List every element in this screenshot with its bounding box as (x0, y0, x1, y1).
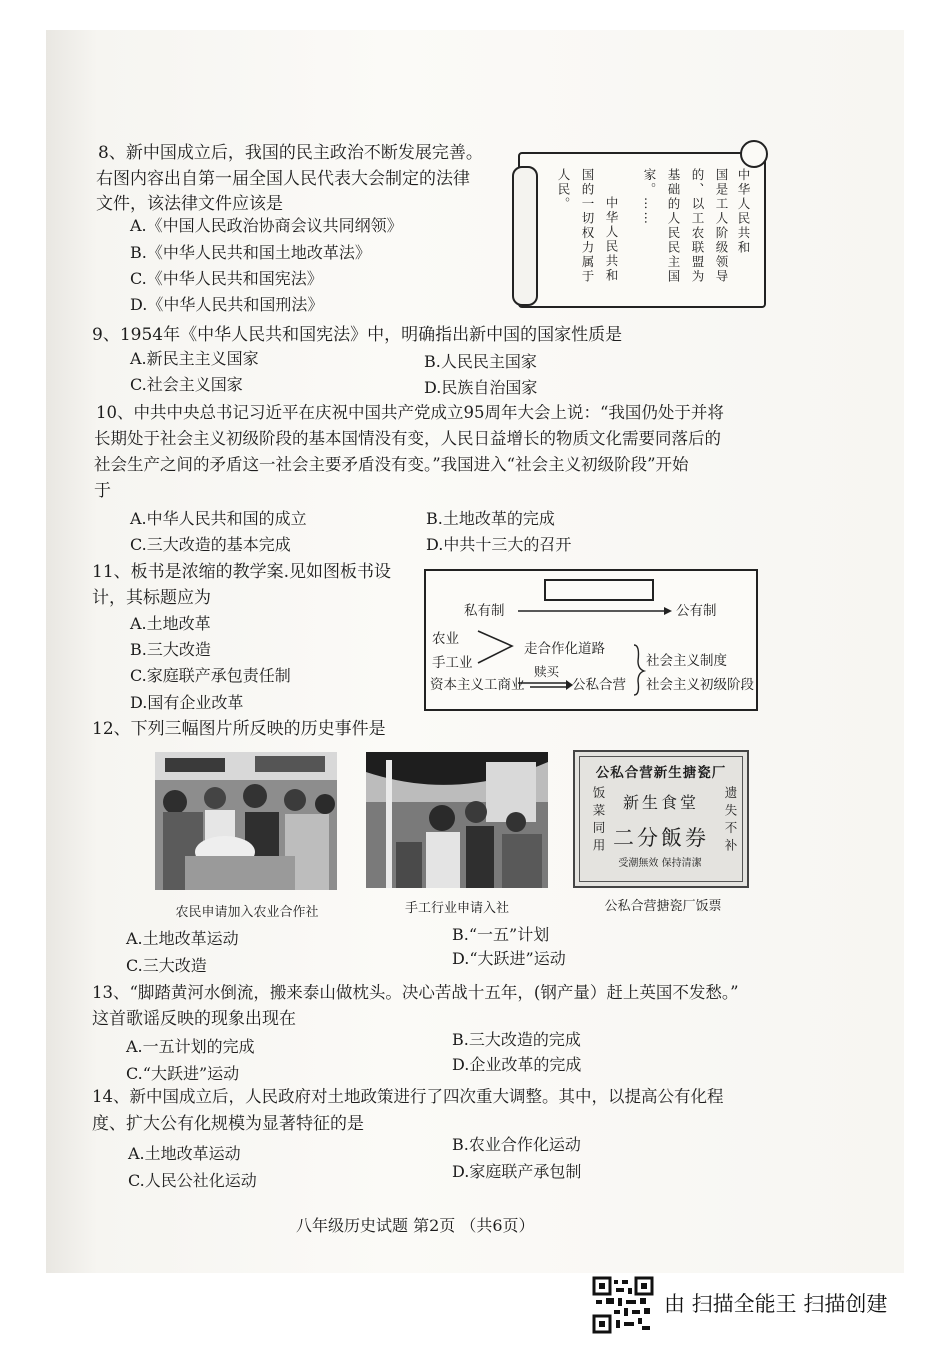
q8-option-b: B.《中华人民共和国土地改革法》 (130, 243, 371, 262)
q11-option-d: D.国有企业改革 (130, 693, 244, 712)
scanner-watermark-text: 由 扫描全能王 扫描创建 (664, 1292, 888, 1316)
board-private: 私有制 (464, 603, 505, 619)
caption-farmers: 农民申请加入农业合作社 (175, 905, 319, 920)
ticket-bottom-text: 受潮無效 保持清潔 (618, 858, 702, 869)
q14-line-1: 14、新中国成立后，人民政府对土地政策进行了四次重大调整。其中，以提高公有化程 (92, 1087, 724, 1106)
q8-line-2: 右图内容出自第一届全国人民代表大会制定的法律 (96, 169, 470, 189)
q11-line-2: 计，其标题应为 (92, 588, 211, 608)
q13-option-a: A.一五计划的完成 (126, 1037, 255, 1056)
q9-stem: 9、1954年《中华人民共和国宪法》中，明确指出新中国的国家性质是 (92, 325, 623, 345)
q13-line-2: 这首歌谣反映的现象出现在 (92, 1009, 296, 1029)
q8-option-d: D.《中华人民共和国刑法》 (130, 295, 324, 314)
q8-option-c: C.《中华人民共和国宪法》 (130, 269, 323, 288)
q10-line-4: 于 (94, 481, 111, 501)
scroll-col-1: 中华人民共和 (736, 168, 751, 255)
q10-line-1: 10、中共中央总书记习近平在庆祝中国共产党成立95周年大会上说：“我国仍处于并将 (96, 403, 724, 422)
q10-option-a: A.中华人民共和国的成立 (130, 509, 307, 528)
ticket-header: 公私合营新生搪瓷厂 (595, 765, 727, 781)
q10-line-2: 长期处于社会主义初级阶段的基本国情没有变，人民日益增长的物质文化需要同落后的 (94, 429, 721, 448)
caption-ticket: 公私合营搪瓷厂饭票 (604, 899, 722, 914)
board-capitalist: 资本主义工商业 (430, 677, 525, 693)
q13-option-b: B.三大改造的完成 (452, 1030, 581, 1049)
q8-line-1: 8、新中国成立后，我国的民主政治不断发展完善。 (98, 143, 483, 163)
q11-line-1: 11、板书是浓缩的教学案.见如图板书设 (92, 562, 392, 582)
scroll-col-6: 中华人民共和 (604, 196, 619, 283)
board-public: 公有制 (676, 603, 717, 619)
board-primary-stage: 社会主义初级阶段 (646, 677, 754, 693)
constitution-scroll-image (512, 138, 768, 306)
q10-option-d: D.中共十三大的召开 (426, 535, 572, 554)
q11-option-c: C.家庭联产承包责任制 (130, 666, 291, 685)
q8-option-a: A.《中国人民政治协商会议共同纲领》 (130, 216, 403, 235)
board-agriculture: 农业 (432, 631, 459, 647)
board-redeem: 赎买 (534, 664, 560, 679)
qr-code-icon (592, 1276, 654, 1334)
q14-option-a: A.土地改革运动 (128, 1144, 241, 1163)
ticket-value: 二分飯券 (613, 826, 709, 850)
q13-option-c: C.“大跃进”运动 (126, 1064, 240, 1083)
scroll-col-7: 国的一切权力属于 (580, 168, 595, 284)
scroll-col-8: 人民。 (556, 168, 571, 212)
board-handicraft: 手工业 (432, 655, 473, 671)
q13-line-1: 13、“脚踏黄河水倒流，搬来泰山做枕头。决心苦战十五年，(钢产量）赶上英国不发愁。” (92, 983, 739, 1002)
scroll-col-3: 的、以工农联盟为 (690, 168, 705, 284)
board-joint: 公私合营 (572, 677, 626, 693)
q11-option-b: B.三大改造 (130, 640, 211, 659)
q12-stem: 12、下列三幅图片所反映的历史事件是 (92, 719, 386, 739)
q11-option-a: A.土地改革 (130, 614, 211, 633)
q10-option-c: C.三大改造的基本完成 (130, 535, 291, 554)
q9-option-c: C.社会主义国家 (130, 375, 243, 394)
q14-option-c: C.人民公社化运动 (128, 1171, 257, 1190)
q14-option-b: B.农业合作化运动 (452, 1135, 581, 1154)
q12-option-d: D.“大跃进”运动 (452, 949, 566, 968)
blackboard-diagram (424, 569, 758, 711)
q13-option-d: D.企业改革的完成 (452, 1055, 582, 1074)
board-socialist-system: 社会主义制度 (646, 653, 727, 669)
meal-ticket-image (573, 750, 749, 888)
q10-option-b: B.土地改革的完成 (426, 509, 555, 528)
q9-option-d: D.民族自治国家 (424, 378, 538, 397)
handicraft-photo (366, 752, 548, 888)
q9-option-a: A.新民主主义国家 (130, 349, 259, 368)
ticket-canteen: 新生食堂 (622, 793, 699, 812)
q12-option-c: C.三大改造 (126, 956, 207, 975)
q12-option-a: A.土地改革运动 (126, 929, 239, 948)
scroll-col-2: 国是工人阶级领导 (714, 168, 729, 284)
scroll-col-5: 家。…… (642, 168, 657, 226)
caption-handicraft: 手工行业申请入社 (404, 901, 509, 916)
board-cooperative: 走合作化道路 (524, 641, 605, 657)
q12-option-b: B.“一五”计划 (452, 925, 550, 944)
ticket-left-text: 饭菜同用 (591, 786, 606, 856)
ticket-right-text: 遗失不补 (723, 786, 738, 856)
page-footer: 八年级历史试题 第2页 （共6页） (296, 1216, 535, 1235)
q8-line-3: 文件，该法律文件应该是 (96, 194, 283, 214)
farmers-photo (155, 752, 337, 890)
q14-line-2: 度、扩大公有化规模为显著特征的是 (92, 1114, 364, 1134)
q14-option-d: D.家庭联产承包制 (452, 1162, 582, 1181)
q10-line-3: 社会生产之间的矛盾这一社会主要矛盾没有变。”我国进入“社会主义初级阶段”开始 (94, 455, 689, 474)
q9-option-b: B.人民民主国家 (424, 352, 537, 371)
scroll-col-4: 基础的人民民主国 (666, 168, 681, 284)
